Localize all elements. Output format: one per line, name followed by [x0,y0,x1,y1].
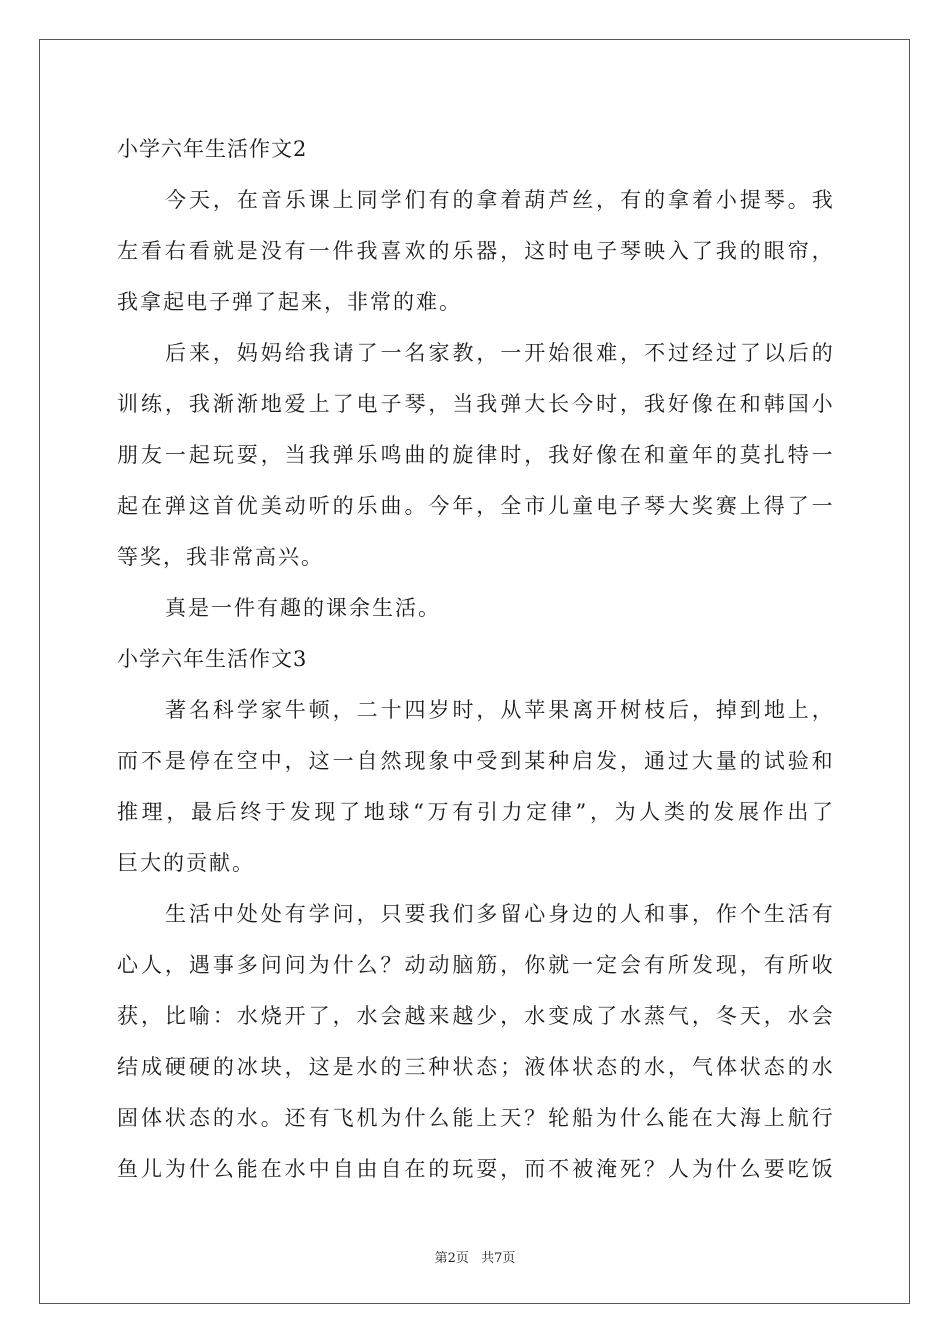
paragraph-line: 起 在 弹 这 首 优 美 动 听 的 乐 曲 。 今 年 ， 全 市 儿 童 电 子 琴 大 奖 赛 上 得 了 一 [117,494,833,518]
paragraph-line: 我拿起电子弹了起来，非常的难。 [117,290,462,314]
paragraph-line: 训 练 ， 我 渐 渐 地 爱 上 了 电 子 琴 ， 当 我 弹 大 长 今 时 ， 我 好 像 在 和 韩 国 小 [117,392,833,416]
page-total: 共7页 [481,1251,516,1266]
document-body [117,124,833,1195]
paragraph-line: 等奖，我非常高兴。 [117,545,324,569]
paragraph-line: 真是一件有趣的课余生活。 [165,596,441,620]
page-number: 第2页 [434,1251,469,1266]
paragraph-line: 著 名 科 学 家 牛 顿 ， 二 十 四 岁 时 ， 从 苹 果 离 开 树 枝 后 ， 掉 到 地 上 ， [165,698,833,722]
paragraph-line: 左 看 右 看 就 是 没 有 一 件 我 喜 欢 的 乐 器 ， 这 时 电 子 琴 映 入 了 我 的 眼 帘 ， [117,239,833,263]
section-title: 小学六年生活作文2 [117,137,308,161]
paragraph-line: 今 天 ， 在 音 乐 课 上 同 学 们 有 的 拿 着 葫 芦 丝 ， 有 的 拿 着 小 提 琴 。 我 [165,188,833,212]
paragraph-line: 结 成 硬 硬 的 冰 块 ， 这 是 水 的 三 种 状 态 ； 液 体 状 态 的 水 ， 气 体 状 态 的 水 [117,1055,833,1079]
section-title: 小学六年生活作文3 [117,647,308,671]
paragraph-line: 后 来 ， 妈 妈 给 我 请 了 一 名 家 教 ， 一 开 始 很 难 ， 不 过 经 过 了 以 后 的 [165,341,833,365]
paragraph-line: 推 理 ， 最 后 终 于 发 现 了 地 球 “ 万 有 引 力 定 律 ” ， 为 人 类 的 发 展 作 出 了 [117,800,833,824]
paragraph-line: 生 活 中 处 处 有 学 问 ， 只 要 我 们 多 留 心 身 边 的 人 和 事 ， 作 个 生 活 有 [165,902,833,926]
paragraph-line: 获 ， 比 喻 ： 水 烧 开 了 ， 水 会 越 来 越 少 ， 水 变 成 了 水 蒸 气 ， 冬 天 ， 水 会 [117,1004,833,1028]
paragraph-line: 鱼 儿 为 什 么 能 在 水 中 自 由 自 在 的 玩 耍 ， 而 不 被 淹 死 ？ 人 为 什 么 要 吃 饭 [117,1157,833,1181]
paragraph-line: 而 不 是 停 在 空 中 ， 这 一 自 然 现 象 中 受 到 某 种 启 发 ， 通 过 大 量 的 试 验 和 [117,749,833,773]
page-footer [0,1247,950,1266]
paragraph-line: 固 体 状 态 的 水 。 还 有 飞 机 为 什 么 能 上 天 ？ 轮 船 为 什 么 能 在 大 海 上 航 行 [117,1106,833,1130]
paragraph-line: 巨大的贡献。 [117,851,255,875]
paragraph-line: 朋 友 一 起 玩 耍 ， 当 我 弹 乐 鸣 曲 的 旋 律 时 ， 我 好 像 在 和 童 年 的 莫 扎 特 一 [117,443,833,467]
paragraph-line: 心 人 ， 遇 事 多 问 问 为 什 么 ？ 动 动 脑 筋 ， 你 就 一 定 会 有 所 发 现 ， 有 所 收 [117,953,833,977]
